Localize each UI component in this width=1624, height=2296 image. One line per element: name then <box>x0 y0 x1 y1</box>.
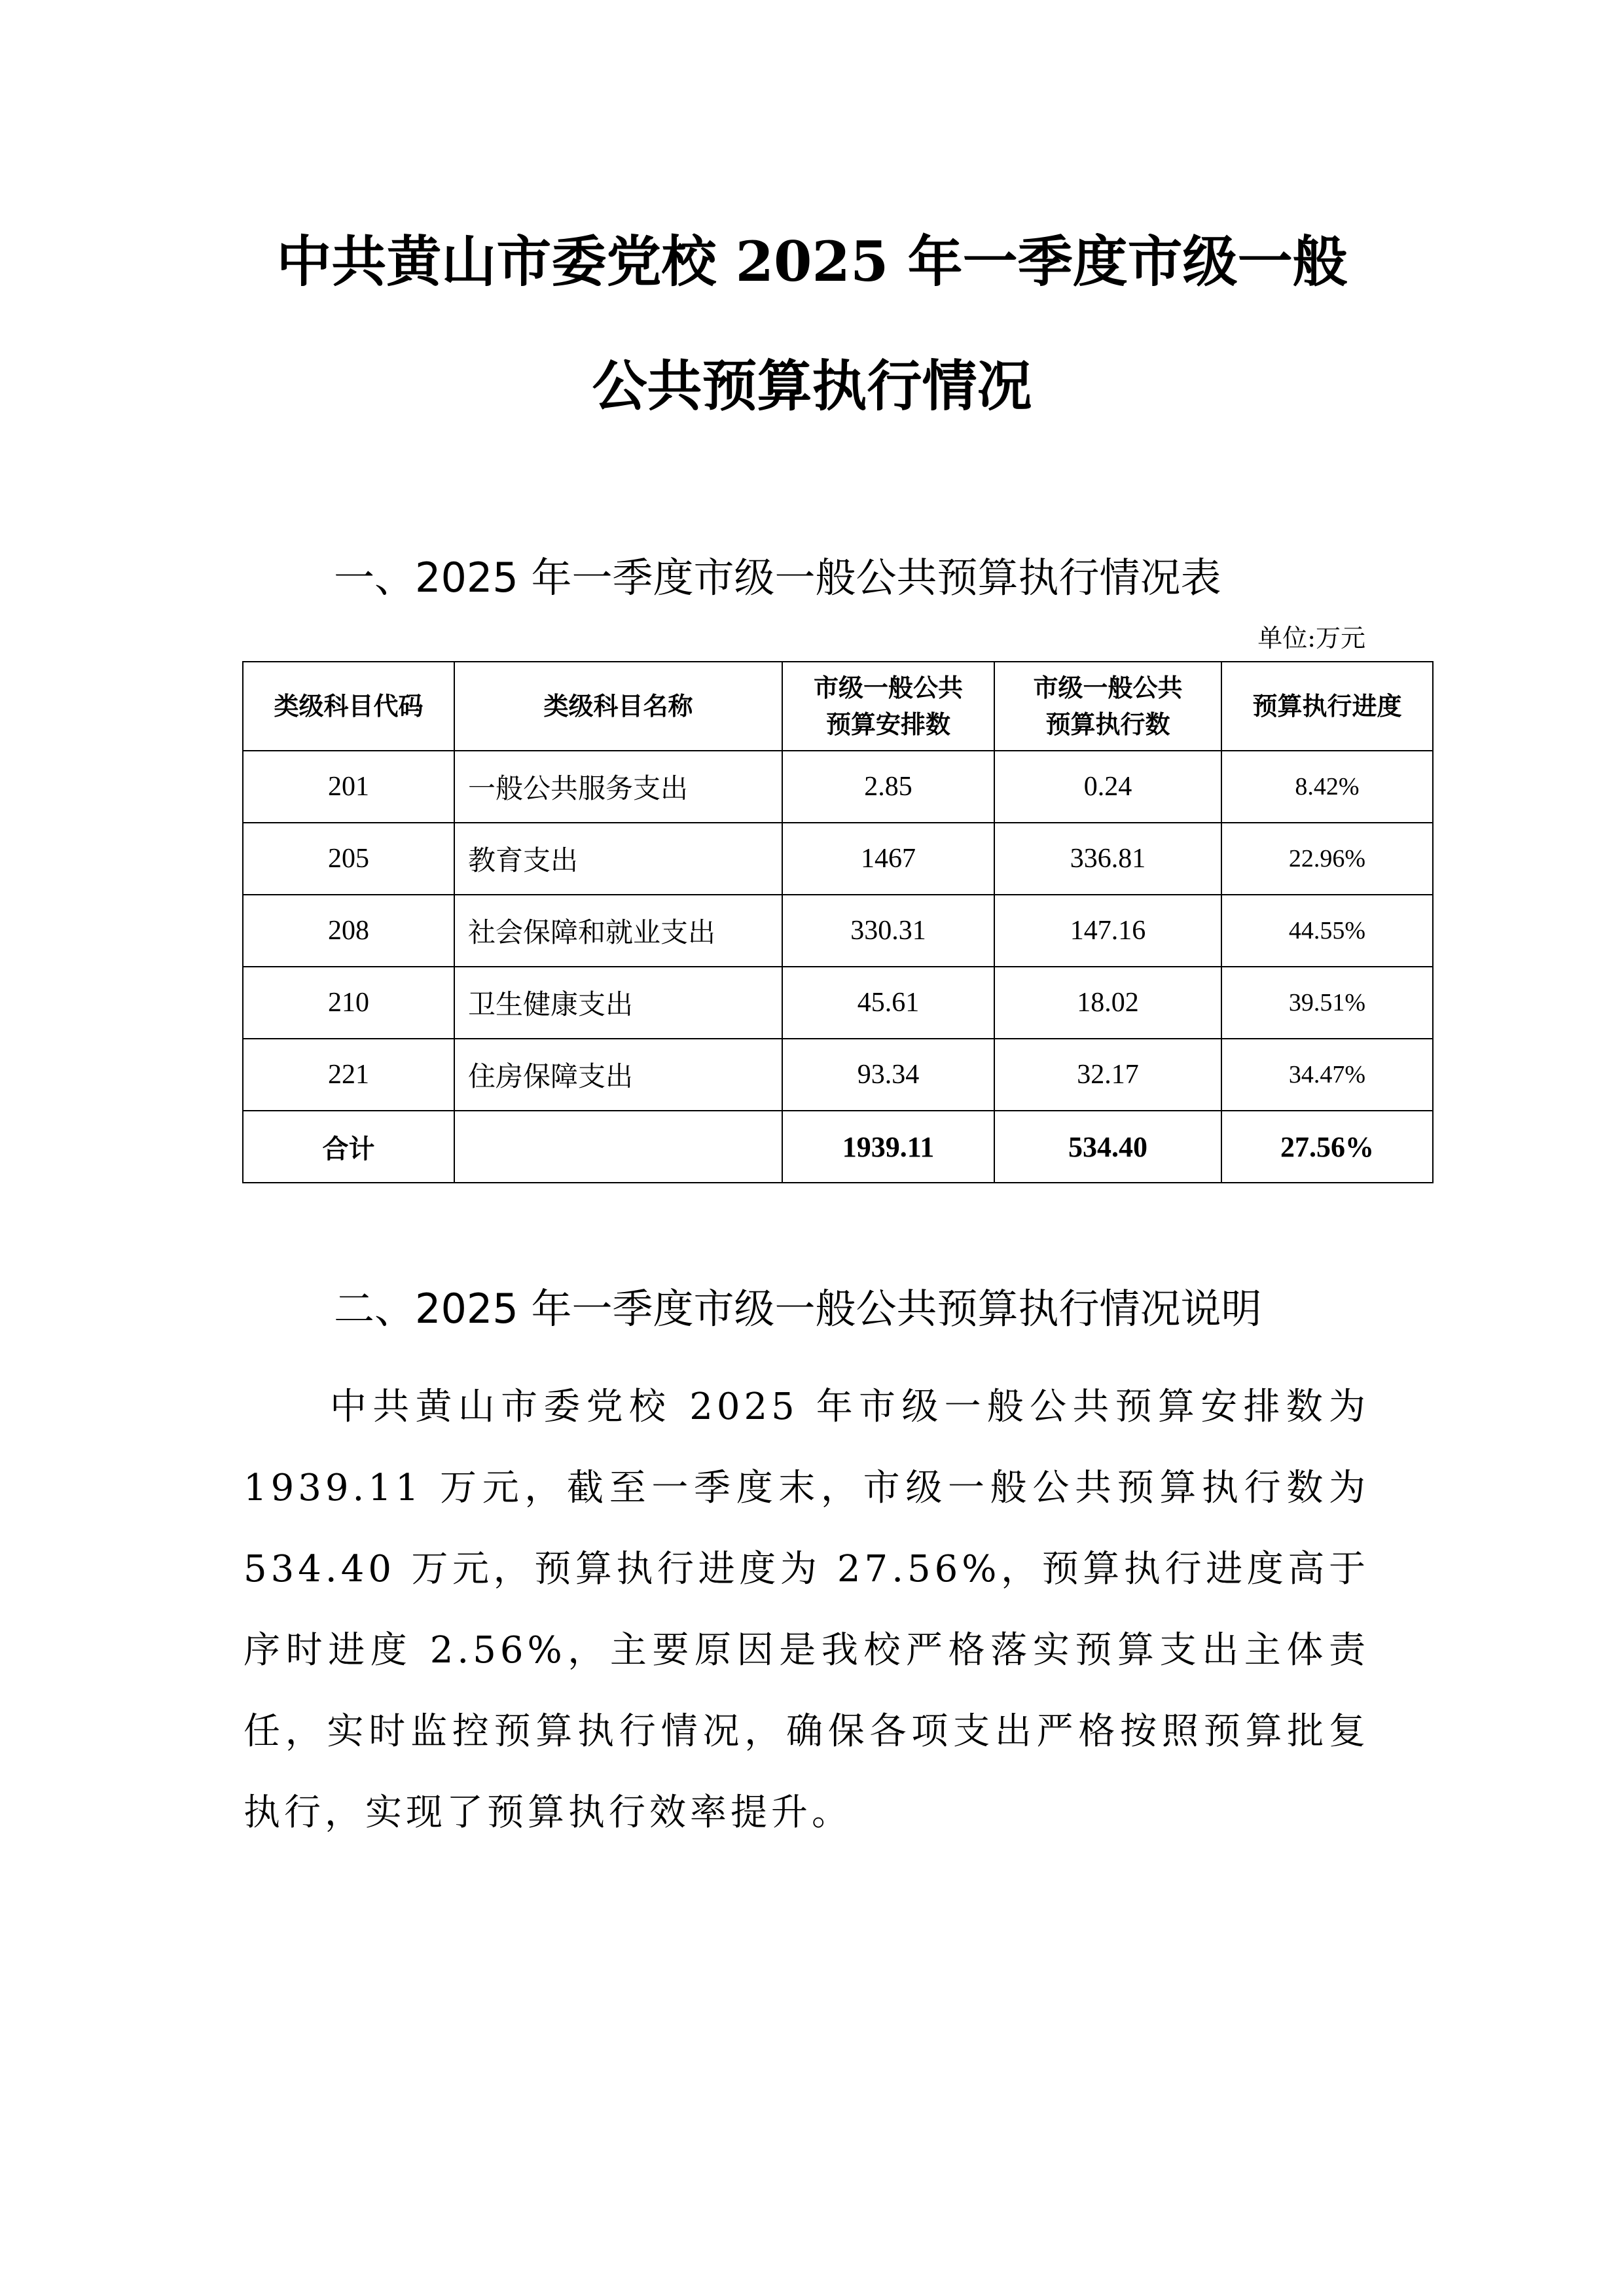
cell-executed: 0.24 <box>994 751 1221 823</box>
section-2-heading: 二、2025 年一季度市级一般公共预算执行情况说明 <box>334 1285 1262 1333</box>
total-label: 合计 <box>243 1111 454 1183</box>
cell-budget: 330.31 <box>782 895 994 967</box>
cell-progress: 39.51% <box>1221 967 1433 1039</box>
table-total-row <box>243 1111 1433 1183</box>
cell-executed: 18.02 <box>994 967 1221 1039</box>
header-executed-line-2: 预算执行数 <box>1045 710 1170 739</box>
cell-progress: 8.42% <box>1221 751 1433 823</box>
document-title-line-1: 中共黄山市委党校 2025 年一季度市级一般 <box>276 229 1348 294</box>
table-row <box>243 967 1433 1039</box>
cell-executed: 32.17 <box>994 1039 1221 1111</box>
cell-name: 教育支出 <box>454 823 782 895</box>
total-budget: 1939.11 <box>782 1111 994 1183</box>
cell-code: 221 <box>243 1039 454 1111</box>
budget-execution-table <box>242 661 1434 1183</box>
header-executed-line-1: 市级一般公共 <box>1033 673 1183 702</box>
header-name: 类级科目名称 <box>454 662 782 751</box>
cell-budget: 1467 <box>782 823 994 895</box>
cell-executed: 147.16 <box>994 895 1221 967</box>
cell-progress: 44.55% <box>1221 895 1433 967</box>
cell-budget: 93.34 <box>782 1039 994 1111</box>
cell-code: 205 <box>243 823 454 895</box>
cell-code: 208 <box>243 895 454 967</box>
cell-name: 住房保障支出 <box>454 1039 782 1111</box>
table-row <box>243 751 1433 823</box>
table-row <box>243 1039 1433 1111</box>
cell-budget: 2.85 <box>782 751 994 823</box>
header-budget-line-2: 预算安排数 <box>825 710 950 739</box>
header-budget-line-1: 市级一般公共 <box>813 673 963 702</box>
table-row <box>243 823 1433 895</box>
document-title-line-2: 公共预算执行情况 <box>592 353 1032 418</box>
cell-progress: 22.96% <box>1221 823 1433 895</box>
table-row <box>243 895 1433 967</box>
cell-code: 201 <box>243 751 454 823</box>
cell-code: 210 <box>243 967 454 1039</box>
unit-label: 单位:万元 <box>1257 624 1365 653</box>
total-executed: 534.40 <box>994 1111 1221 1183</box>
explanation-paragraph: 中共黄山市委党校 2025 年市级一般公共预算安排数为 1939.11 万元，截至一季度末，市级一般公共预算执行数为 534.40 万元，预算执行进度为 27.56%，预算执行进度高于序时进度 2.56%，主要原因是我校严格落实预算支出主体责任，实时监控预算执行情况，确保各项支出严格按照预算批复执行，实现了预算执行效率提升。 <box>244 1386 1369 1834</box>
header-progress: 预算执行进度 <box>1221 662 1433 751</box>
cell-executed: 336.81 <box>994 823 1221 895</box>
cell-name: 卫生健康支出 <box>454 967 782 1039</box>
header-code: 类级科目代码 <box>243 662 454 751</box>
section-1-heading: 一、2025 年一季度市级一般公共预算执行情况表 <box>334 554 1221 601</box>
table-header-row <box>243 662 1433 751</box>
cell-name: 一般公共服务支出 <box>454 751 782 823</box>
total-name <box>454 1111 782 1183</box>
cell-name: 社会保障和就业支出 <box>454 895 782 967</box>
cell-budget: 45.61 <box>782 967 994 1039</box>
header-budget <box>782 662 994 751</box>
total-progress: 27.56% <box>1221 1111 1433 1183</box>
cell-progress: 34.47% <box>1221 1039 1433 1111</box>
header-executed <box>994 662 1221 751</box>
